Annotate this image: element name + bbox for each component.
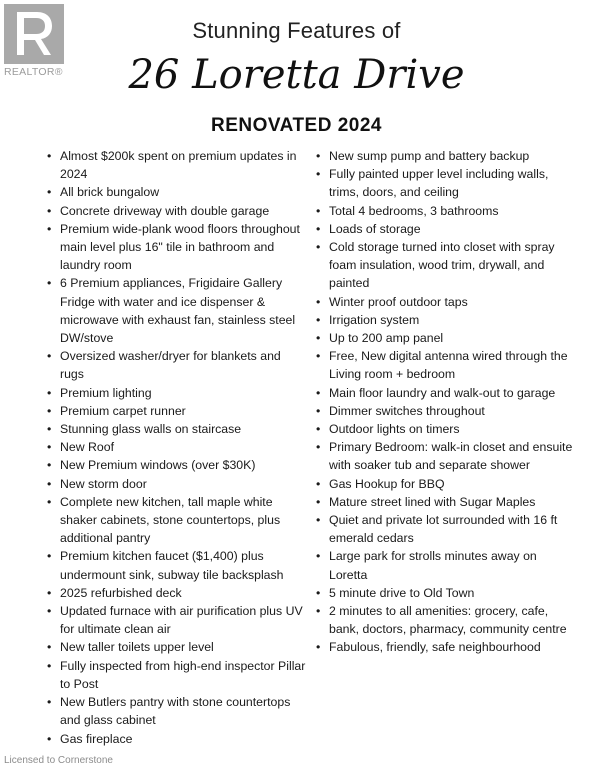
list-item: • 5 minute drive to Old Town (316, 584, 576, 602)
list-item: • Premium wide-plank wood floors throughout main level plus 16" tile in bathroom and laundry room (47, 220, 307, 275)
license-footer: Licensed to Cornerstone (4, 755, 113, 766)
list-item: • Cold storage turned into closet with spray foam insulation, wood trim, drywall, and painted (316, 238, 576, 293)
list-item: • Winter proof outdoor taps (316, 293, 576, 311)
list-item: • Primary Bedroom: walk-in closet and ensuite with soaker tub and separate shower (316, 438, 576, 474)
list-item: • Premium lighting (47, 384, 307, 402)
list-item: • Gas Hookup for BBQ (316, 475, 576, 493)
list-item: • 2 minutes to all amenities: grocery, cafe, bank, doctors, pharmacy, community centre (316, 602, 576, 638)
list-item: • 6 Premium appliances, Frigidaire Gallery Fridge with water and ice dispenser & microwave with exhaust fan, stainless steel DW/stove (47, 274, 307, 347)
list-item: • Updated furnace with air purification plus UV for ultimate clean air (47, 602, 307, 638)
list-item: • New sump pump and battery backup (316, 147, 576, 165)
list-item: • Fully painted upper level including walls, trims, doors, and ceiling (316, 165, 576, 201)
list-item: • New storm door (47, 475, 307, 493)
list-item: • Free, New digital antenna wired through the Living room + bedroom (316, 347, 576, 383)
list-item: • Concrete driveway with double garage (47, 202, 307, 220)
feature-list-right (316, 147, 576, 657)
list-item: • All brick bungalow (47, 183, 307, 201)
list-item: • Premium kitchen faucet ($1,400) plus undermount sink, subway tile backsplash (47, 547, 307, 583)
list-item: • Fabulous, friendly, safe neighbourhood (316, 638, 576, 656)
list-item: • 2025 refurbished deck (47, 584, 307, 602)
list-item: • New Butlers pantry with stone countertops and glass cabinet (47, 693, 307, 729)
heading-stunning-features: Stunning Features of (192, 18, 401, 43)
list-item: • Almost $200k spent on premium updates in 2024 (47, 147, 307, 183)
list-item: • New Roof (47, 438, 307, 456)
list-item: • Large park for strolls minutes away on Loretta (316, 547, 576, 583)
list-item: • Loads of storage (316, 220, 576, 238)
list-item: • Mature street lined with Sugar Maples (316, 493, 576, 511)
list-item: • New Premium windows (over $30K) (47, 456, 307, 474)
list-item: • Outdoor lights on timers (316, 420, 576, 438)
list-item: • Premium carpet runner (47, 402, 307, 420)
list-item: • Total 4 bedrooms, 3 bathrooms (316, 202, 576, 220)
heading-address: 26 Loretta Drive (128, 52, 465, 98)
realtor-logo-text: REALTOR® (4, 66, 63, 78)
list-item: • Main floor laundry and walk-out to garage (316, 384, 576, 402)
heading-renovated: RENOVATED 2024 (210, 115, 382, 136)
list-item: • Stunning glass walls on staircase (47, 420, 307, 438)
list-item: • Quiet and private lot surrounded with 16 ft emerald cedars (316, 511, 576, 547)
list-item: • Fully inspected from high-end inspector Pillar to Post (47, 657, 307, 693)
list-item: • Dimmer switches throughout (316, 402, 576, 420)
list-item: • Oversized washer/dryer for blankets and rugs (47, 347, 307, 383)
list-item: • Up to 200 amp panel (316, 329, 576, 347)
list-item: • Irrigation system (316, 311, 576, 329)
list-item: • New taller toilets upper level (47, 638, 307, 656)
list-item: • Gas fireplace (47, 730, 307, 748)
list-item: • Complete new kitchen, tall maple white shaker cabinets, stone countertops, plus additional pantry (47, 493, 307, 548)
feature-list-left (47, 147, 307, 748)
